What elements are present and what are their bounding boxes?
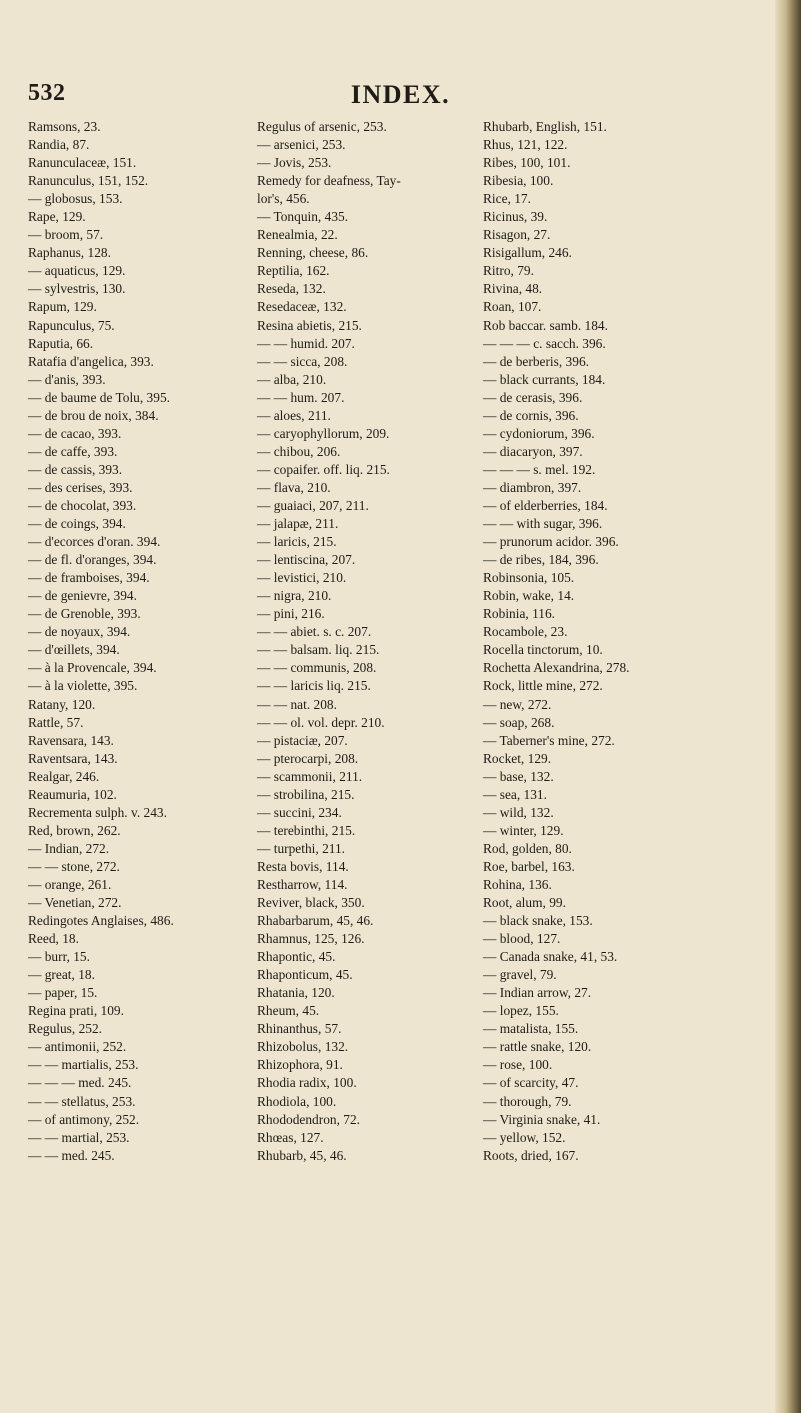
index-entry: Reptilia, 162. [257, 263, 330, 279]
index-entry: Rocambole, 23. [483, 624, 568, 640]
index-entry: Rocket, 129. [483, 750, 552, 766]
index-column-3 [483, 118, 773, 1165]
index-entry: — de fl. d'oranges, 394. [28, 552, 157, 568]
index-entry: — Tonquin, 435. [257, 209, 349, 225]
index-entry: — — nat. 208. [257, 696, 337, 712]
index-entry: Robinsonia, 105. [483, 570, 575, 586]
index-entry: — de Grenoble, 393. [28, 606, 141, 622]
index-entry: Reviver, black, 350. [257, 895, 365, 911]
index-entry: — aloes, 211. [257, 407, 331, 423]
index-entry: — globosus, 153. [28, 191, 123, 207]
index-entry: — pini, 216. [257, 606, 325, 622]
index-entry: — terebinthi, 215. [257, 822, 356, 838]
index-entry: Rheum, 45. [257, 1003, 320, 1019]
index-entry: Rape, 129. [28, 209, 86, 225]
index-entry: — à la Provencale, 394. [28, 660, 157, 676]
index-entry: Ritro, 79. [483, 263, 534, 279]
index-entry: — de brou de noix, 384. [28, 407, 159, 423]
index-entry: — guaiaci, 207, 211. [257, 497, 369, 513]
index-entry: Rob baccar. samb. 184. [483, 317, 608, 333]
index-entry: Rice, 17. [483, 191, 531, 207]
index-entry: — Taberner's mine, 272. [483, 732, 615, 748]
index-entry: — lopez, 155. [483, 1003, 559, 1019]
index-entry: — of elderberries, 184. [483, 497, 608, 513]
index-entry: Rhabarbarum, 45, 46. [257, 913, 374, 929]
index-entry: — prunorum acidor. 396. [483, 534, 619, 550]
index-entry: — — laricis liq. 215. [257, 678, 371, 694]
index-entry: — — — med. 245. [28, 1075, 132, 1091]
index-entry: Rhubarb, English, 151. [483, 119, 607, 134]
index-entry: — orange, 261. [28, 876, 112, 892]
index-entry: Raventsara, 143. [28, 750, 118, 766]
index-entry: Renning, cheese, 86. [257, 245, 369, 261]
index-entry: Roan, 107. [483, 299, 542, 315]
index-entry: — d'anis, 393. [28, 371, 106, 387]
index-entry: — de cassis, 393. [28, 461, 123, 477]
index-entry: — — abiet. s. c. 207. [257, 624, 372, 640]
index-entry: — flava, 210. [257, 479, 331, 495]
index-entry: — lentiscina, 207. [257, 552, 356, 568]
index-entry: — soap, 268. [483, 714, 555, 730]
index-entry: Regina prati, 109. [28, 1003, 124, 1019]
index-entry: Rochetta Alexandrina, 278. [483, 660, 630, 676]
index-entry: Ricinus, 39. [483, 209, 548, 225]
index-entry: — nigra, 210. [257, 588, 332, 604]
index-entry: Remedy for deafness, Tay- [257, 173, 401, 189]
index-entry: — scammonii, 211. [257, 768, 363, 784]
index-entry: — sylvestris, 130. [28, 281, 126, 297]
running-title: INDEX. [350, 80, 451, 109]
index-entry: — de chocolat, 393. [28, 497, 137, 513]
index-entry: — — communis, 208. [257, 660, 377, 676]
index-entry: — de baume de Tolu, 395. [28, 389, 170, 405]
index-entry: Rhaponticum, 45. [257, 967, 353, 983]
index-entry: — de cacao, 393. [28, 425, 122, 441]
index-entry: — pistaciæ, 207. [257, 732, 348, 748]
index-column-1 [28, 118, 266, 1165]
index-entry: Rhodiola, 100. [257, 1093, 337, 1109]
index-entry: — — martial, 253. [28, 1129, 130, 1145]
index-entry: Rapunculus, 75. [28, 317, 115, 333]
index-entry: — base, 132. [483, 768, 554, 784]
index-entry: — chibou, 206. [257, 443, 341, 459]
index-entry: Randia, 87. [28, 137, 90, 153]
index-entry: — de coings, 394. [28, 516, 126, 532]
index-entry: — arsenici, 253. [257, 137, 346, 153]
index-entry: — de berberis, 396. [483, 353, 589, 369]
index-entry: Ribes, 100, 101. [483, 155, 571, 171]
index-entry: — succini, 234. [257, 804, 342, 820]
index-entry: — burr, 15. [28, 949, 90, 965]
index-entry: — broom, 57. [28, 227, 104, 243]
index-entry: — Virginia snake, 41. [483, 1111, 601, 1127]
index-entry: Ribesia, 100. [483, 173, 554, 189]
index-entry: — caryophyllorum, 209. [257, 425, 390, 441]
index-entry: Rivina, 48. [483, 281, 543, 297]
index-entry: Robinia, 116. [483, 606, 556, 622]
index-entry: Regulus, 252. [28, 1021, 103, 1037]
index-entry: — d'œillets, 394. [28, 642, 120, 658]
index-entry: — Jovis, 253. [257, 155, 332, 171]
index-entry: — laricis, 215. [257, 534, 337, 550]
index-entry: Ratafia d'angelica, 393. [28, 353, 154, 369]
index-entry: — wild, 132. [483, 804, 554, 820]
index-entry: — pterocarpi, 208. [257, 750, 359, 766]
index-entry: — de cornis, 396. [483, 407, 579, 423]
index-entry: — antimonii, 252. [28, 1039, 127, 1055]
index-entry: — de caffe, 393. [28, 443, 118, 459]
index-entry: — à la violette, 395. [28, 678, 138, 694]
index-entry: Restharrow, 114. [257, 876, 348, 892]
index-entry: — — stone, 272. [28, 858, 120, 874]
index-entry: Ramsons, 23. [28, 119, 101, 134]
index-entry: Rock, little mine, 272. [483, 678, 603, 694]
index-entry: Red, brown, 262. [28, 822, 121, 838]
index-entry: — — balsam. liq. 215. [257, 642, 380, 658]
index-entry: — sea, 131. [483, 786, 547, 802]
index-entry: — black snake, 153. [483, 913, 593, 929]
index-entry: Resina abietis, 215. [257, 317, 362, 333]
index-entry: — levistici, 210. [257, 570, 347, 586]
index-entry: — paper, 15. [28, 985, 98, 1001]
index-entry: — new, 272. [483, 696, 552, 712]
index-entry: — — martialis, 253. [28, 1057, 139, 1073]
index-entry: Redingotes Anglaises, 486. [28, 913, 174, 929]
index-entry: Ravensara, 143. [28, 732, 114, 748]
index-entry: — Indian arrow, 27. [483, 985, 592, 1001]
index-entry: — — with sugar, 396. [483, 516, 603, 532]
index-entry: — matalista, 155. [483, 1021, 579, 1037]
index-entry: Risagon, 27. [483, 227, 551, 243]
index-entry: Ranunculus, 151, 152. [28, 173, 149, 189]
index-entry: Root, alum, 99. [483, 895, 566, 911]
index-entry: Raphanus, 128. [28, 245, 111, 261]
index-entry: — blood, 127. [483, 931, 561, 947]
index-entry: Rohina, 136. [483, 876, 552, 892]
index-entry: — thorough, 79. [483, 1093, 572, 1109]
index-entry: Rhinanthus, 57. [257, 1021, 342, 1037]
index-entry: — great, 18. [28, 967, 95, 983]
index-entry: Reaumuria, 102. [28, 786, 117, 802]
index-entry: — — sicca, 208. [257, 353, 348, 369]
index-entry: — of scarcity, 47. [483, 1075, 579, 1091]
index-entry: — winter, 129. [483, 822, 564, 838]
index-entry: — aquaticus, 129. [28, 263, 126, 279]
index-entry: — of antimony, 252. [28, 1111, 140, 1127]
index-entry: Rhubarb, 45, 46. [257, 1147, 347, 1163]
index-entry: — jalapæ, 211. [257, 516, 339, 532]
index-entry: Recrementa sulph. v. 243. [28, 804, 167, 820]
index-entry: Reseda, 132. [257, 281, 326, 297]
index-entry: Renealmia, 22. [257, 227, 338, 243]
index-entry: — — ol. vol. depr. 210. [257, 714, 385, 730]
index-entry: — — med. 245. [28, 1147, 115, 1163]
index-entry: — de cerasis, 396. [483, 389, 583, 405]
index-entry: — turpethi, 211. [257, 840, 346, 856]
index-entry: — de ribes, 184, 396. [483, 552, 599, 568]
index-entry: — de noyaux, 394. [28, 624, 131, 640]
index-entry: — gravel, 79. [483, 967, 557, 983]
index-entry: Resta bovis, 114. [257, 858, 349, 874]
index-entry: — des cerises, 393. [28, 479, 133, 495]
index-entry: — Venetian, 272. [28, 895, 122, 911]
index-entry: Rhodia radix, 100. [257, 1075, 357, 1091]
index-entry: Rhododendron, 72. [257, 1111, 361, 1127]
index-entry: Realgar, 246. [28, 768, 100, 784]
index-entry: Rhatania, 120. [257, 985, 335, 1001]
index-entry: Rhamnus, 125, 126. [257, 931, 365, 947]
index-entry: — rose, 100. [483, 1057, 553, 1073]
index-entry: — d'ecorces d'oran. 394. [28, 534, 161, 550]
index-entry: Rocella tinctorum, 10. [483, 642, 603, 658]
index-entry: Rhizophora, 91. [257, 1057, 343, 1073]
index-entry: Resedaceæ, 132. [257, 299, 347, 315]
index-entry: — de framboises, 394. [28, 570, 150, 586]
index-entry: Rhœas, 127. [257, 1129, 324, 1145]
index-entry: — Canada snake, 41, 53. [483, 949, 618, 965]
index-entry: — de genievre, 394. [28, 588, 137, 604]
index-entry: — — hum. 207. [257, 389, 345, 405]
index-entry: Reed, 18. [28, 931, 79, 947]
index-entry: Rapum, 129. [28, 299, 97, 315]
index-entry: Rattle, 57. [28, 714, 84, 730]
index-entry: — — — s. mel. 192. [483, 461, 596, 477]
index-entry: Rhizobolus, 132. [257, 1039, 349, 1055]
index-entry: — alba, 210. [257, 371, 327, 387]
index-entry: lor's, 456. [257, 191, 310, 207]
index-entry: Ratany, 120. [28, 696, 96, 712]
page-header [0, 80, 801, 110]
index-entry: — diambron, 397. [483, 479, 582, 495]
index-entry: — — stellatus, 253. [28, 1093, 136, 1109]
book-spine-edge [775, 0, 801, 1413]
index-entry: — Indian, 272. [28, 840, 110, 856]
index-entry: — copaifer. off. liq. 215. [257, 461, 390, 477]
index-entry: Rod, golden, 80. [483, 840, 572, 856]
index-entry: — cydoniorum, 396. [483, 425, 595, 441]
index-entry: Rhapontic, 45. [257, 949, 336, 965]
index-entry: — — — c. sacch. 396. [483, 335, 606, 351]
index-entry: — yellow, 152. [483, 1129, 566, 1145]
index-entry: Regulus of arsenic, 253. [257, 119, 387, 134]
index-entry: Rhus, 121, 122. [483, 137, 568, 153]
index-entry: Ranunculaceæ, 151. [28, 155, 137, 171]
index-entry: Roots, dried, 167. [483, 1147, 579, 1163]
index-entry: Robin, wake, 14. [483, 588, 575, 604]
index-entry: Roe, barbel, 163. [483, 858, 575, 874]
index-column-2 [257, 118, 491, 1165]
index-entry: Risigallum, 246. [483, 245, 572, 261]
index-entry: — rattle snake, 120. [483, 1039, 592, 1055]
index-entry: — diacaryon, 397. [483, 443, 583, 459]
index-entry: — black currants, 184. [483, 371, 606, 387]
page-number: 532 [28, 80, 66, 106]
index-entry: — strobilina, 215. [257, 786, 355, 802]
index-entry: Raputia, 66. [28, 335, 94, 351]
index-entry: — — humid. 207. [257, 335, 355, 351]
